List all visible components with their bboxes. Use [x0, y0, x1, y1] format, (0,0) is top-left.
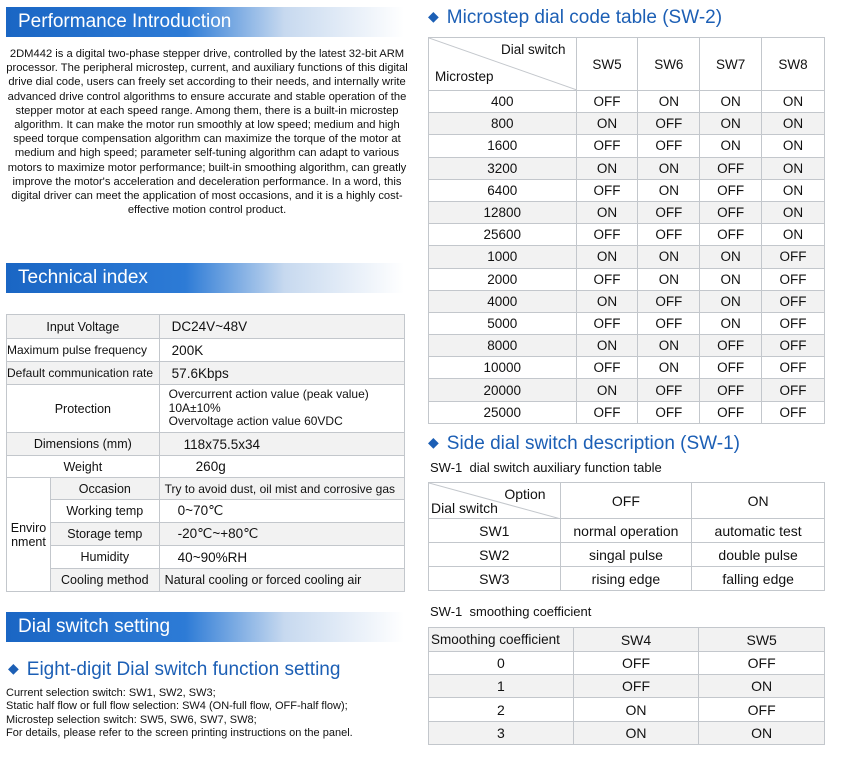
sw1-aux-caption: SW-1 dial switch auxiliary function table — [430, 460, 662, 475]
microstep-value: 10000 — [429, 357, 577, 379]
switch-state: OFF — [576, 224, 638, 246]
env-row-label: Occasion — [50, 478, 159, 500]
dial-note: For details, please refer to the screen printing instructions on the panel. — [6, 726, 353, 739]
switch-state: OFF — [762, 312, 825, 334]
table-row — [429, 246, 825, 268]
smooth-cell: OFF — [699, 652, 825, 675]
sw1-cell: automatic test — [692, 519, 825, 543]
switch-state: ON — [700, 312, 762, 334]
tech-label: Input Voltage — [7, 315, 160, 339]
sw2-title-text: Microstep dial code table (SW-2) — [446, 7, 723, 28]
smooth-cell: OFF — [573, 652, 699, 675]
table-row — [429, 335, 825, 357]
table-row — [429, 113, 825, 135]
sw1-cell: falling edge — [692, 567, 825, 591]
smooth-cell: ON — [699, 675, 825, 698]
table-row — [429, 135, 825, 157]
dial-notes — [6, 687, 353, 740]
switch-state: OFF — [762, 268, 825, 290]
smooth-cell: 0 — [429, 652, 574, 675]
env-row-label: Cooling method — [50, 569, 159, 592]
switch-state: OFF — [700, 179, 762, 201]
sw2-corner — [429, 38, 577, 91]
sw2-table — [428, 37, 825, 424]
perf-text: 2DM442 is a digital two-phase stepper drive, controlled by the latest 32-bit ARM processor. The peripheral microstep, current, and auxiliary functions of this digital drive dial code, users can freely set according to their needs, and internally write advanced drive control algorithms to ensure accurate and stable operation of the stepper motor at each speed range. Among them, there is a built-in microstep algorithm. It can make the motor run smoothly at low speed; medium and high speed torque compensation algorithm can maximize the torque of the motor at medium and high speed; parameter self-tuning algorithm can adapt to various motors to maximize motor performance; built-in smoothing algorithm, can greatly improve the motor's acceleration and deceleration performance. In a word, this digital driver can meet the application of most occasions, and it is a highly cost-effective motion control product. — [6, 48, 408, 217]
table-row — [429, 379, 825, 401]
switch-state: ON — [576, 113, 638, 135]
microstep-value: 4000 — [429, 290, 577, 312]
switch-state: ON — [638, 91, 700, 113]
switch-state: ON — [700, 135, 762, 157]
table-row — [429, 312, 825, 334]
tech-value: 260g — [159, 456, 404, 478]
switch-state: OFF — [576, 91, 638, 113]
tech-label: Dimensions (mm) — [7, 433, 160, 456]
tech-value: DC24V~48V — [159, 315, 404, 339]
switch-state: ON — [700, 290, 762, 312]
env-row-label: Humidity — [50, 546, 159, 569]
env-row-value: 40~90%RH — [159, 546, 404, 569]
microstep-value: 6400 — [429, 179, 577, 201]
microstep-value: 25600 — [429, 224, 577, 246]
smooth-cell: 2 — [429, 698, 574, 722]
switch-state: OFF — [576, 179, 638, 201]
switch-state: ON — [576, 246, 638, 268]
switch-state: ON — [576, 201, 638, 223]
sw1-title-text: Side dial switch description (SW-1) — [446, 433, 740, 454]
switch-state: ON — [762, 91, 825, 113]
switch-state: ON — [638, 335, 700, 357]
sw1-title — [428, 433, 740, 455]
sw2-col-header: SW8 — [762, 38, 825, 91]
table-row — [429, 268, 825, 290]
table-row — [429, 179, 825, 201]
microstep-value: 5000 — [429, 312, 577, 334]
switch-state: ON — [638, 179, 700, 201]
microstep-value: 12800 — [429, 201, 577, 223]
table-row — [429, 224, 825, 246]
sw1-cell: SW2 — [429, 543, 561, 567]
env-label-line: nment — [11, 534, 46, 549]
switch-state: ON — [638, 157, 700, 179]
table-row — [429, 91, 825, 113]
switch-state: OFF — [762, 246, 825, 268]
env-label — [7, 478, 51, 592]
sw1-corner-bottom: Dial switch — [431, 500, 498, 516]
table-row — [429, 201, 825, 223]
switch-state: ON — [762, 157, 825, 179]
perf-header — [6, 7, 404, 37]
switch-state: ON — [576, 379, 638, 401]
switch-state: ON — [700, 268, 762, 290]
switch-state: OFF — [700, 201, 762, 223]
smooth-cell: ON — [573, 722, 699, 745]
tech-value: 200K — [159, 339, 404, 362]
microstep-value: 25000 — [429, 401, 577, 423]
sw1-col-header: ON — [692, 483, 825, 519]
switch-state: OFF — [762, 357, 825, 379]
diamond-icon: ◆ — [428, 434, 439, 450]
switch-state: ON — [762, 201, 825, 223]
perf-title: Performance Introduction — [18, 11, 232, 32]
tech-label: Protection — [7, 385, 160, 433]
switch-state: ON — [700, 91, 762, 113]
switch-state: OFF — [638, 135, 700, 157]
dial-header — [6, 612, 404, 642]
env-row-label: Working temp — [50, 500, 159, 523]
dial-subtitle — [8, 659, 340, 681]
protection-line: 10A±10% — [168, 400, 221, 415]
sw1-cell: double pulse — [692, 543, 825, 567]
switch-state: OFF — [700, 379, 762, 401]
sw2-title — [428, 7, 722, 29]
switch-state: ON — [762, 224, 825, 246]
sw1-corner — [429, 483, 561, 519]
switch-state: OFF — [700, 157, 762, 179]
sw1-cell: SW1 — [429, 519, 561, 543]
dial-subtitle-text: Eight-digit Dial switch function setting — [26, 659, 341, 680]
smooth-cell: 1 — [429, 675, 574, 698]
sw1-cell: SW3 — [429, 567, 561, 591]
switch-state: OFF — [576, 268, 638, 290]
diamond-icon: ◆ — [8, 660, 19, 676]
microstep-value: 1000 — [429, 246, 577, 268]
tech-label: Weight — [7, 456, 160, 478]
switch-state: ON — [700, 113, 762, 135]
switch-state: OFF — [762, 379, 825, 401]
env-row-value: -20℃~+80℃ — [159, 523, 404, 546]
switch-state: OFF — [638, 113, 700, 135]
microstep-value: 2000 — [429, 268, 577, 290]
table-row — [429, 357, 825, 379]
microstep-value: 400 — [429, 91, 577, 113]
switch-state: ON — [638, 357, 700, 379]
protection-line: Overvoltage action value 60VDC — [168, 414, 343, 429]
tech-value — [159, 385, 404, 433]
switch-state: OFF — [638, 224, 700, 246]
tech-title: Technical index — [18, 267, 148, 288]
switch-state: ON — [638, 268, 700, 290]
sw1-cell: normal operation — [560, 519, 692, 543]
dial-title: Dial switch setting — [18, 616, 171, 637]
sw2-col-header: SW5 — [576, 38, 638, 91]
switch-state: ON — [700, 246, 762, 268]
sw2-corner-bottom: Microstep — [435, 69, 494, 84]
dial-note: Static half flow or full flow selection: SW4 (ON-full flow, OFF-half flow); — [6, 700, 348, 713]
switch-state: OFF — [638, 312, 700, 334]
microstep-value: 1600 — [429, 135, 577, 157]
table-row — [429, 401, 825, 423]
switch-state: OFF — [638, 401, 700, 423]
switch-state: ON — [576, 157, 638, 179]
smooth-cell: OFF — [699, 698, 825, 722]
sw1-cell: singal pulse — [560, 543, 692, 567]
smooth-cell: OFF — [573, 675, 699, 698]
smooth-cell: ON — [573, 698, 699, 722]
smooth-col-header: SW4 — [573, 628, 699, 652]
microstep-value: 800 — [429, 113, 577, 135]
sw1-col-header: OFF — [560, 483, 692, 519]
switch-state: OFF — [576, 135, 638, 157]
switch-state: OFF — [700, 335, 762, 357]
sw2-corner-top: Dial switch — [501, 42, 566, 57]
tech-value: 57.6Kbps — [159, 362, 404, 385]
sw2-col-header: SW7 — [700, 38, 762, 91]
microstep-value: 3200 — [429, 157, 577, 179]
smooth-cell: ON — [699, 722, 825, 745]
switch-state: OFF — [638, 379, 700, 401]
microstep-value: 20000 — [429, 379, 577, 401]
switch-state: OFF — [762, 335, 825, 357]
sw1-cell: rising edge — [560, 567, 692, 591]
switch-state: OFF — [700, 357, 762, 379]
dial-note: Current selection switch: SW1, SW2, SW3; — [6, 687, 216, 699]
tech-value: 118x75.5x34 — [159, 433, 404, 456]
switch-state: ON — [762, 113, 825, 135]
env-row-value: Natural cooling or forced cooling air — [159, 569, 404, 592]
switch-state: ON — [762, 179, 825, 201]
switch-state: OFF — [638, 201, 700, 223]
switch-state: OFF — [638, 290, 700, 312]
tech-label: Maximum pulse frequency — [7, 339, 160, 362]
env-label-line: Enviro — [10, 520, 47, 535]
diamond-icon: ◆ — [428, 8, 439, 24]
tech-label: Default communication rate — [7, 362, 160, 385]
tech-table — [6, 314, 405, 592]
switch-state: OFF — [700, 401, 762, 423]
tech-header — [6, 263, 404, 293]
table-row — [429, 290, 825, 312]
switch-state: ON — [576, 335, 638, 357]
switch-state: OFF — [700, 224, 762, 246]
switch-state: OFF — [576, 401, 638, 423]
switch-state: ON — [762, 135, 825, 157]
smooth-col-header: SW5 — [699, 628, 825, 652]
switch-state: OFF — [762, 401, 825, 423]
microstep-value: 8000 — [429, 335, 577, 357]
sw1-corner-top: Option — [504, 486, 546, 502]
sw2-col-header: SW6 — [638, 38, 700, 91]
dial-note: Microstep selection switch: SW5, SW6, SW7, SW8; — [6, 713, 257, 726]
table-row — [429, 157, 825, 179]
smooth-cell: 3 — [429, 722, 574, 745]
sw1-smooth-caption: SW-1 smoothing coefficient — [430, 604, 592, 619]
sw1-aux-table — [428, 482, 825, 591]
switch-state: OFF — [576, 357, 638, 379]
switch-state: ON — [638, 246, 700, 268]
switch-state: OFF — [576, 312, 638, 334]
smooth-col-header: Smoothing coefficient — [429, 628, 574, 652]
env-row-value: 0~70℃ — [159, 500, 404, 523]
protection-line: Overcurrent action value (peak value) — [168, 387, 369, 402]
switch-state: ON — [576, 290, 638, 312]
env-row-value: Try to avoid dust, oil mist and corrosive gas — [159, 478, 404, 500]
switch-state: OFF — [762, 290, 825, 312]
env-row-label: Storage temp — [50, 523, 159, 546]
sw1-smooth-table — [428, 627, 825, 745]
